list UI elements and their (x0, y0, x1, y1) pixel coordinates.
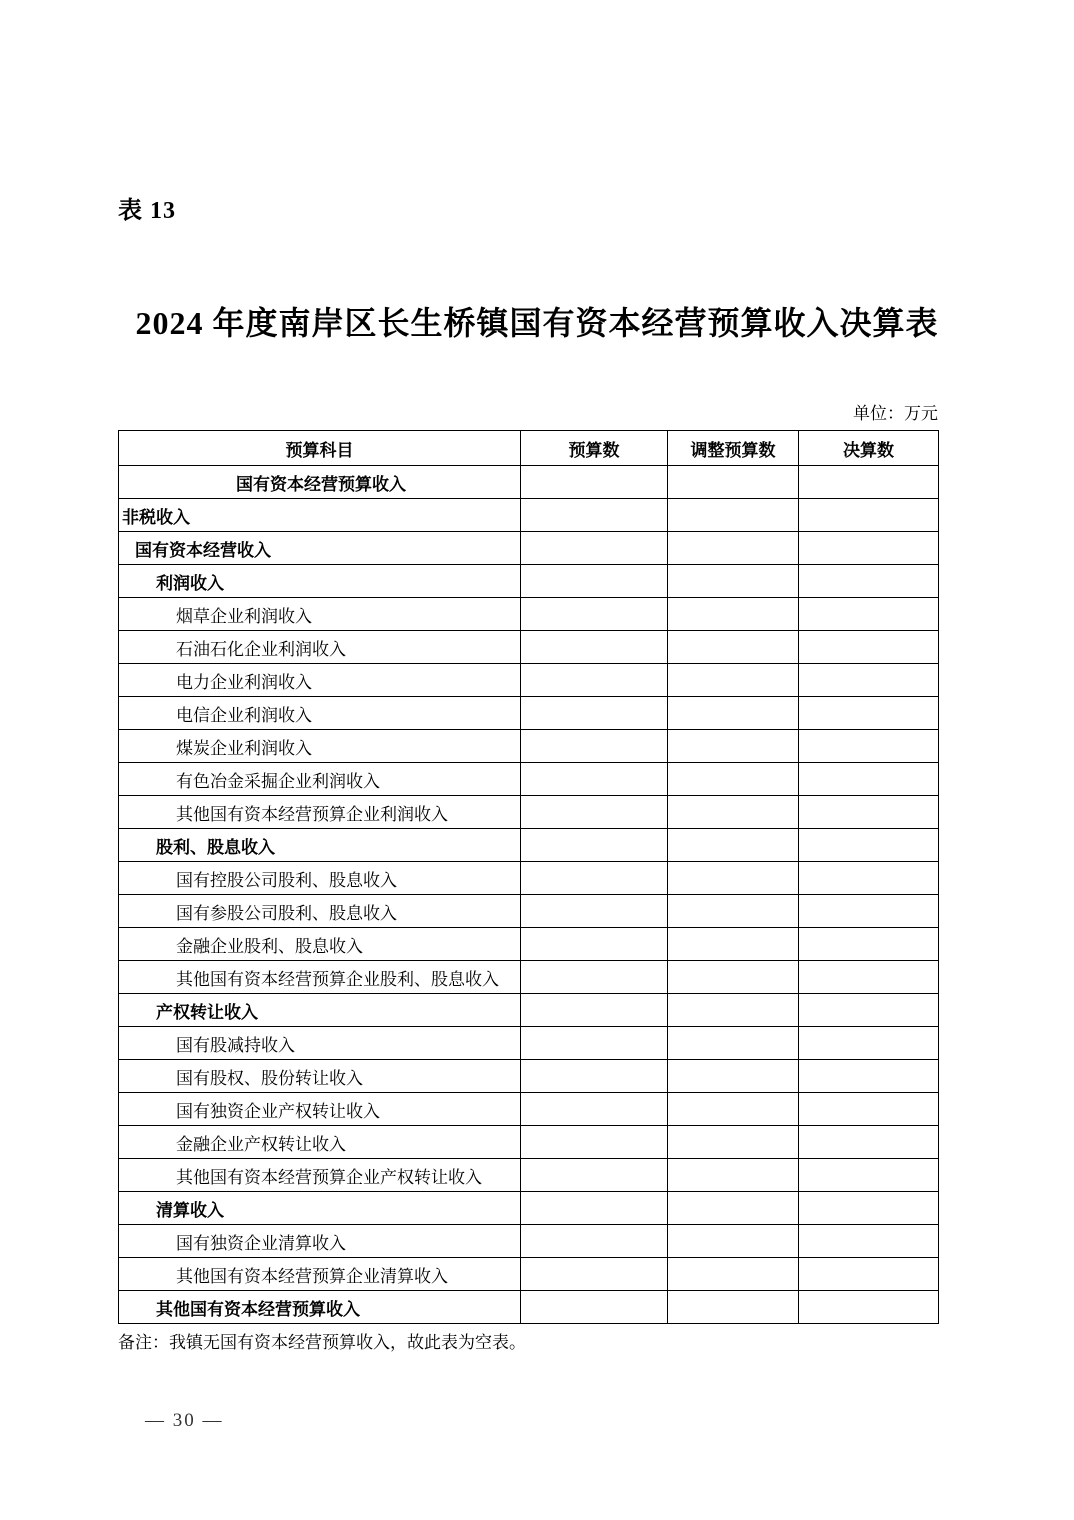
table-row (119, 1258, 939, 1291)
table-row (119, 565, 939, 598)
unit-label: 单位：万元 (853, 404, 938, 423)
table-row (119, 763, 939, 796)
value-cell (521, 1060, 668, 1093)
value-cell (799, 697, 939, 730)
budget-subject-cell: 股利、股息收入 (119, 829, 521, 862)
table-row (119, 1192, 939, 1225)
budget-subject-cell: 利润收入 (119, 565, 521, 598)
value-cell (799, 895, 939, 928)
value-cell (799, 1192, 939, 1225)
value-cell (668, 499, 799, 532)
budget-subject-cell: 国有资本经营收入 (119, 532, 521, 565)
value-cell (799, 466, 939, 499)
value-cell (668, 895, 799, 928)
budget-subject-cell: 煤炭企业利润收入 (119, 730, 521, 763)
budget-subject-cell: 产权转让收入 (119, 994, 521, 1027)
value-cell (668, 994, 799, 1027)
budget-subject-cell: 烟草企业利润收入 (119, 598, 521, 631)
value-cell (521, 1126, 668, 1159)
value-cell (799, 1126, 939, 1159)
table-row (119, 796, 939, 829)
value-cell (668, 565, 799, 598)
budget-subject-cell: 石油石化企业利润收入 (119, 631, 521, 664)
table-row (119, 1093, 939, 1126)
value-cell (668, 1291, 799, 1324)
table-row (119, 1159, 939, 1192)
value-cell (521, 862, 668, 895)
page-number: — 30 — (145, 1410, 224, 1431)
value-cell (521, 1192, 668, 1225)
value-cell (521, 697, 668, 730)
budget-subject-cell: 国有股权、股份转让收入 (119, 1060, 521, 1093)
value-cell (521, 730, 668, 763)
value-cell (799, 664, 939, 697)
value-cell (668, 1159, 799, 1192)
value-cell (799, 994, 939, 1027)
table-row (119, 961, 939, 994)
budget-subject-cell: 金融企业股利、股息收入 (119, 928, 521, 961)
table-row (119, 466, 939, 499)
value-cell (799, 829, 939, 862)
budget-subject-cell: 电信企业利润收入 (119, 697, 521, 730)
value-cell (799, 565, 939, 598)
value-cell (668, 928, 799, 961)
value-cell (668, 1126, 799, 1159)
budget-subject-cell: 有色冶金采掘企业利润收入 (119, 763, 521, 796)
value-cell (799, 532, 939, 565)
budget-subject-cell: 其他国有资本经营预算收入 (119, 1291, 521, 1324)
value-cell (521, 829, 668, 862)
value-cell (521, 565, 668, 598)
table-row (119, 895, 939, 928)
budget-subject-cell: 国有股减持收入 (119, 1027, 521, 1060)
budget-table (118, 430, 939, 1324)
column-header-2: 调整预算数 (668, 431, 799, 466)
budget-subject-cell: 国有资本经营预算收入 (119, 466, 521, 499)
table-row (119, 1027, 939, 1060)
budget-subject-cell: 清算收入 (119, 1192, 521, 1225)
table-row (119, 1291, 939, 1324)
table-row (119, 664, 939, 697)
value-cell (799, 1060, 939, 1093)
table-row (119, 730, 939, 763)
value-cell (521, 994, 668, 1027)
value-cell (521, 1225, 668, 1258)
value-cell (668, 796, 799, 829)
page-title: 2024 年度南岸区长生桥镇国有资本经营预算收入决算表 (135, 305, 939, 341)
table-row (119, 631, 939, 664)
value-cell (521, 466, 668, 499)
value-cell (668, 1060, 799, 1093)
value-cell (521, 532, 668, 565)
budget-subject-cell: 金融企业产权转让收入 (119, 1126, 521, 1159)
value-cell (799, 631, 939, 664)
value-cell (799, 1225, 939, 1258)
budget-subject-cell: 其他国有资本经营预算企业股利、股息收入 (119, 961, 521, 994)
value-cell (521, 961, 668, 994)
budget-subject-cell: 非税收入 (119, 499, 521, 532)
value-cell (521, 796, 668, 829)
value-cell (799, 1291, 939, 1324)
table-row (119, 697, 939, 730)
value-cell (799, 928, 939, 961)
budget-subject-cell: 国有独资企业清算收入 (119, 1225, 521, 1258)
value-cell (668, 631, 799, 664)
column-header-1: 预算数 (521, 431, 668, 466)
table-row (119, 532, 939, 565)
value-cell (521, 1027, 668, 1060)
budget-subject-cell: 其他国有资本经营预算企业利润收入 (119, 796, 521, 829)
value-cell (521, 598, 668, 631)
value-cell (799, 499, 939, 532)
column-header-0: 预算科目 (119, 431, 521, 466)
value-cell (668, 730, 799, 763)
value-cell (521, 1291, 668, 1324)
table-header-row (119, 431, 939, 466)
value-cell (521, 1093, 668, 1126)
value-cell (668, 664, 799, 697)
value-cell (521, 631, 668, 664)
value-cell (668, 598, 799, 631)
table-row (119, 1225, 939, 1258)
value-cell (799, 1027, 939, 1060)
value-cell (668, 532, 799, 565)
value-cell (799, 862, 939, 895)
value-cell (521, 895, 668, 928)
table-row (119, 994, 939, 1027)
budget-subject-cell: 国有参股公司股利、股息收入 (119, 895, 521, 928)
value-cell (521, 499, 668, 532)
value-cell (521, 664, 668, 697)
table-number-label: 表 13 (118, 198, 176, 224)
table-row (119, 928, 939, 961)
value-cell (799, 1258, 939, 1291)
value-cell (668, 1027, 799, 1060)
value-cell (668, 961, 799, 994)
value-cell (668, 1192, 799, 1225)
budget-subject-cell: 其他国有资本经营预算企业产权转让收入 (119, 1159, 521, 1192)
budget-subject-cell: 其他国有资本经营预算企业清算收入 (119, 1258, 521, 1291)
value-cell (799, 598, 939, 631)
table-row (119, 862, 939, 895)
value-cell (799, 730, 939, 763)
table-row (119, 499, 939, 532)
column-header-3: 决算数 (799, 431, 939, 466)
table-row (119, 598, 939, 631)
value-cell (799, 763, 939, 796)
table-row (119, 829, 939, 862)
value-cell (668, 697, 799, 730)
value-cell (668, 1093, 799, 1126)
value-cell (521, 928, 668, 961)
value-cell (521, 1159, 668, 1192)
value-cell (521, 1258, 668, 1291)
budget-subject-cell: 电力企业利润收入 (119, 664, 521, 697)
footnote: 备注：我镇无国有资本经营预算收入，故此表为空表。 (118, 1333, 526, 1352)
value-cell (668, 763, 799, 796)
table-row (119, 1060, 939, 1093)
value-cell (668, 1258, 799, 1291)
value-cell (799, 796, 939, 829)
value-cell (668, 466, 799, 499)
table-row (119, 1126, 939, 1159)
value-cell (668, 862, 799, 895)
budget-subject-cell: 国有控股公司股利、股息收入 (119, 862, 521, 895)
value-cell (799, 961, 939, 994)
value-cell (668, 1225, 799, 1258)
value-cell (799, 1159, 939, 1192)
value-cell (668, 829, 799, 862)
value-cell (799, 1093, 939, 1126)
value-cell (521, 763, 668, 796)
budget-subject-cell: 国有独资企业产权转让收入 (119, 1093, 521, 1126)
